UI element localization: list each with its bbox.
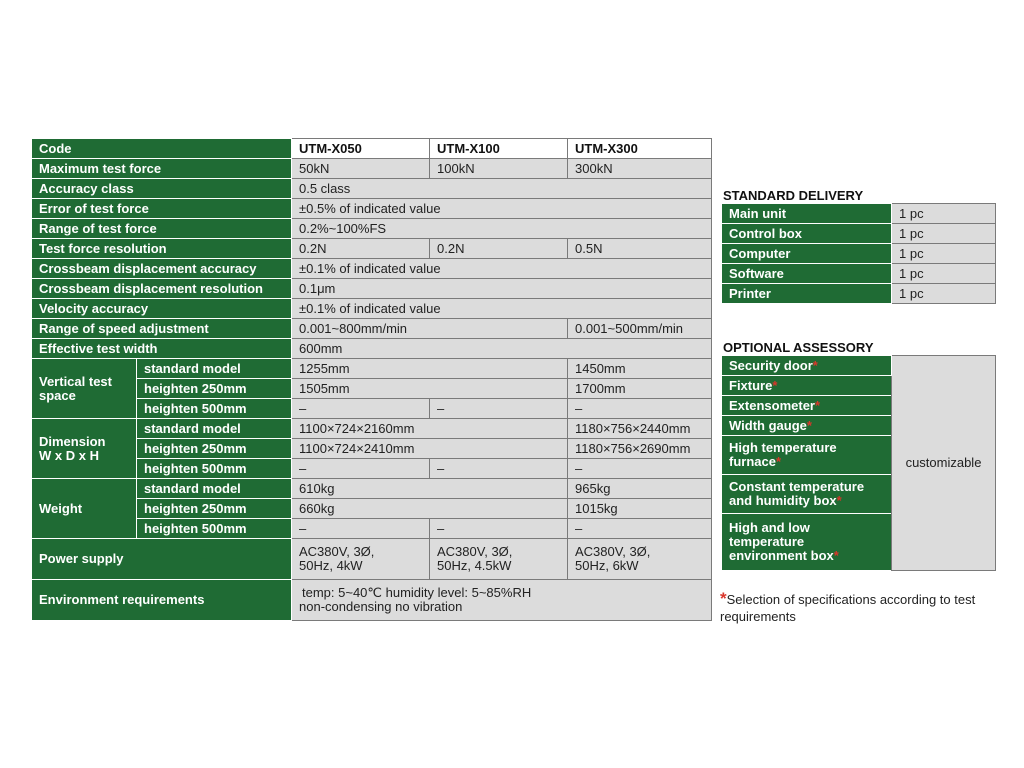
- accessory-name: [722, 416, 892, 436]
- cell-value: 1180×756×2690mm: [568, 439, 712, 459]
- table-row: [722, 356, 996, 376]
- table-row: [32, 339, 712, 359]
- cell-value: 0.2%~100%FS: [292, 219, 712, 239]
- accessory-name: [722, 475, 892, 514]
- cell-value: 0.5 class: [292, 179, 712, 199]
- row-label: Crossbeam displacement accuracy: [32, 259, 292, 279]
- row-label: Effective test width: [32, 339, 292, 359]
- sub-label: heighten 250mm: [137, 499, 292, 519]
- cell-value: 965kg: [568, 479, 712, 499]
- accessory-label: High and low: [729, 520, 810, 535]
- sub-label: standard model: [137, 419, 292, 439]
- sub-label: heighten 500mm: [137, 519, 292, 539]
- item-qty: 1 pc: [892, 284, 996, 304]
- sub-label: heighten 500mm: [137, 459, 292, 479]
- item-name: Printer: [722, 284, 892, 304]
- cell-value: –: [568, 399, 712, 419]
- cell-line: 50Hz, 4kW: [299, 558, 363, 573]
- item-qty: 1 pc: [892, 264, 996, 284]
- sub-label: heighten 250mm: [137, 379, 292, 399]
- star-mark: *: [775, 454, 782, 469]
- cell-value: 1015kg: [568, 499, 712, 519]
- cell-value: 1180×756×2440mm: [568, 419, 712, 439]
- cell-value: ±0.1% of indicated value: [292, 299, 712, 319]
- accessory-name: [722, 514, 892, 571]
- group-label: Weight: [32, 479, 137, 539]
- group-label-line: W x D x H: [39, 447, 99, 463]
- table-row: [722, 244, 996, 264]
- table-row: [32, 139, 712, 159]
- table-row: [32, 419, 712, 439]
- item-name: Software: [722, 264, 892, 284]
- cell-value: 0.1μm: [292, 279, 712, 299]
- item-name: Main unit: [722, 204, 892, 224]
- accessory-label: Width gauge: [729, 417, 807, 433]
- star-mark: *: [720, 589, 727, 608]
- cell-value: 1255mm: [292, 359, 568, 379]
- table-row: [32, 259, 712, 279]
- accessory-label: Fixture: [729, 377, 773, 393]
- cell-value: 300kN: [568, 159, 712, 179]
- cell-line: AC380V, 3Ø,: [575, 544, 651, 559]
- sub-label: heighten 500mm: [137, 399, 292, 419]
- cell-value: 1100×724×2410mm: [292, 439, 568, 459]
- row-label: Range of speed adjustment: [32, 319, 292, 339]
- cell-value: 0.001~500mm/min: [568, 319, 712, 339]
- group-label: [32, 419, 137, 479]
- table-row: [32, 479, 712, 499]
- cell-value: 1450mm: [568, 359, 712, 379]
- table-row: [32, 359, 712, 379]
- standard-delivery-table: [721, 203, 996, 304]
- cell-value: –: [430, 519, 568, 539]
- star-mark: *: [806, 417, 812, 433]
- cell-value: 1505mm: [292, 379, 568, 399]
- star-mark: *: [833, 548, 839, 563]
- table-row: [32, 219, 712, 239]
- cell-value: ±0.5% of indicated value: [292, 199, 712, 219]
- sub-label: standard model: [137, 359, 292, 379]
- cell-value: [430, 539, 568, 580]
- cell-value: ±0.1% of indicated value: [292, 259, 712, 279]
- cell-value: 0.5N: [568, 239, 712, 259]
- standard-delivery-title: STANDARD DELIVERY: [723, 188, 864, 203]
- cell-value: [568, 539, 712, 580]
- table-row: [32, 159, 712, 179]
- item-qty: 1 pc: [892, 224, 996, 244]
- table-row: [32, 539, 712, 580]
- accessory-name: [722, 436, 892, 475]
- accessory-label: Constant temperature: [729, 479, 865, 494]
- cell-value: –: [430, 399, 568, 419]
- table-row: [32, 580, 712, 621]
- accessory-name: [722, 396, 892, 416]
- table-row: [722, 284, 996, 304]
- model-header: UTM-X050: [292, 139, 430, 159]
- table-row: [722, 224, 996, 244]
- footnote-text: Selection of specifications according to test requirements: [720, 592, 976, 624]
- cell-value: 1100×724×2160mm: [292, 419, 568, 439]
- row-label: Error of test force: [32, 199, 292, 219]
- row-label: Range of test force: [32, 219, 292, 239]
- cell-line: AC380V, 3Ø,: [299, 544, 375, 559]
- accessory-label: Security door: [729, 357, 813, 373]
- cell-line: temp: 5~40℃ humidity level: 5~85%RH: [302, 585, 532, 600]
- cell-value: 1700mm: [568, 379, 712, 399]
- row-label: Maximum test force: [32, 159, 292, 179]
- accessory-name: [722, 356, 892, 376]
- cell-value: 600mm: [292, 339, 712, 359]
- sub-label: standard model: [137, 479, 292, 499]
- table-row: [722, 264, 996, 284]
- cell-value: –: [568, 519, 712, 539]
- accessory-label: and humidity box: [729, 493, 837, 508]
- cell-value: –: [430, 459, 568, 479]
- row-label: Accuracy class: [32, 179, 292, 199]
- customizable-value: customizable: [892, 356, 996, 571]
- row-label: Code: [32, 139, 292, 159]
- item-name: Control box: [722, 224, 892, 244]
- accessory-label: temperature: [729, 534, 805, 549]
- cell-value: 0.001~800mm/min: [292, 319, 568, 339]
- model-header: UTM-X300: [568, 139, 712, 159]
- row-label: Test force resolution: [32, 239, 292, 259]
- star-mark: *: [812, 357, 818, 373]
- cell-line: 50Hz, 6kW: [575, 558, 639, 573]
- star-mark: *: [814, 397, 821, 413]
- star-mark: *: [772, 377, 778, 393]
- cell-value: 100kN: [430, 159, 568, 179]
- item-qty: 1 pc: [892, 204, 996, 224]
- accessory-name: [722, 376, 892, 396]
- row-label: Power supply: [32, 539, 292, 580]
- accessory-label: Extensometer: [729, 397, 815, 413]
- cell-value: –: [292, 459, 430, 479]
- table-row: [722, 204, 996, 224]
- model-header: UTM-X100: [430, 139, 568, 159]
- table-row: [32, 279, 712, 299]
- row-label: Crossbeam displacement resolution: [32, 279, 292, 299]
- accessory-label: furnace: [729, 454, 776, 469]
- cell-line: AC380V, 3Ø,: [437, 544, 513, 559]
- item-name: Computer: [722, 244, 892, 264]
- accessory-label: High temperature: [729, 440, 837, 455]
- cell-value: 610kg: [292, 479, 568, 499]
- footnote: [720, 590, 1000, 625]
- table-row: [32, 299, 712, 319]
- table-row: [32, 319, 712, 339]
- item-qty: 1 pc: [892, 244, 996, 264]
- specification-table: [31, 138, 712, 621]
- cell-value: 50kN: [292, 159, 430, 179]
- sub-label: heighten 250mm: [137, 439, 292, 459]
- star-mark: *: [836, 493, 842, 508]
- cell-value: 660kg: [292, 499, 568, 519]
- table-row: [32, 239, 712, 259]
- group-label-line: Dimension: [39, 433, 106, 449]
- row-label: Environment requirements: [32, 580, 292, 621]
- cell-value: –: [292, 519, 430, 539]
- cell-value: [292, 580, 712, 621]
- cell-value: –: [292, 399, 430, 419]
- table-row: [32, 199, 712, 219]
- cell-line: non-condensing no vibration: [299, 599, 463, 614]
- cell-value: 0.2N: [292, 239, 430, 259]
- optional-accessory-table: [721, 355, 996, 571]
- cell-value: –: [568, 459, 712, 479]
- row-label: Velocity accuracy: [32, 299, 292, 319]
- cell-value: 0.2N: [430, 239, 568, 259]
- cell-line: 50Hz, 4.5kW: [437, 558, 512, 573]
- optional-accessory-title: OPTIONAL ASSESSORY: [723, 340, 874, 355]
- cell-value: [292, 539, 430, 580]
- table-row: [32, 179, 712, 199]
- accessory-label: environment box: [729, 548, 834, 563]
- group-label: Vertical test space: [32, 359, 137, 419]
